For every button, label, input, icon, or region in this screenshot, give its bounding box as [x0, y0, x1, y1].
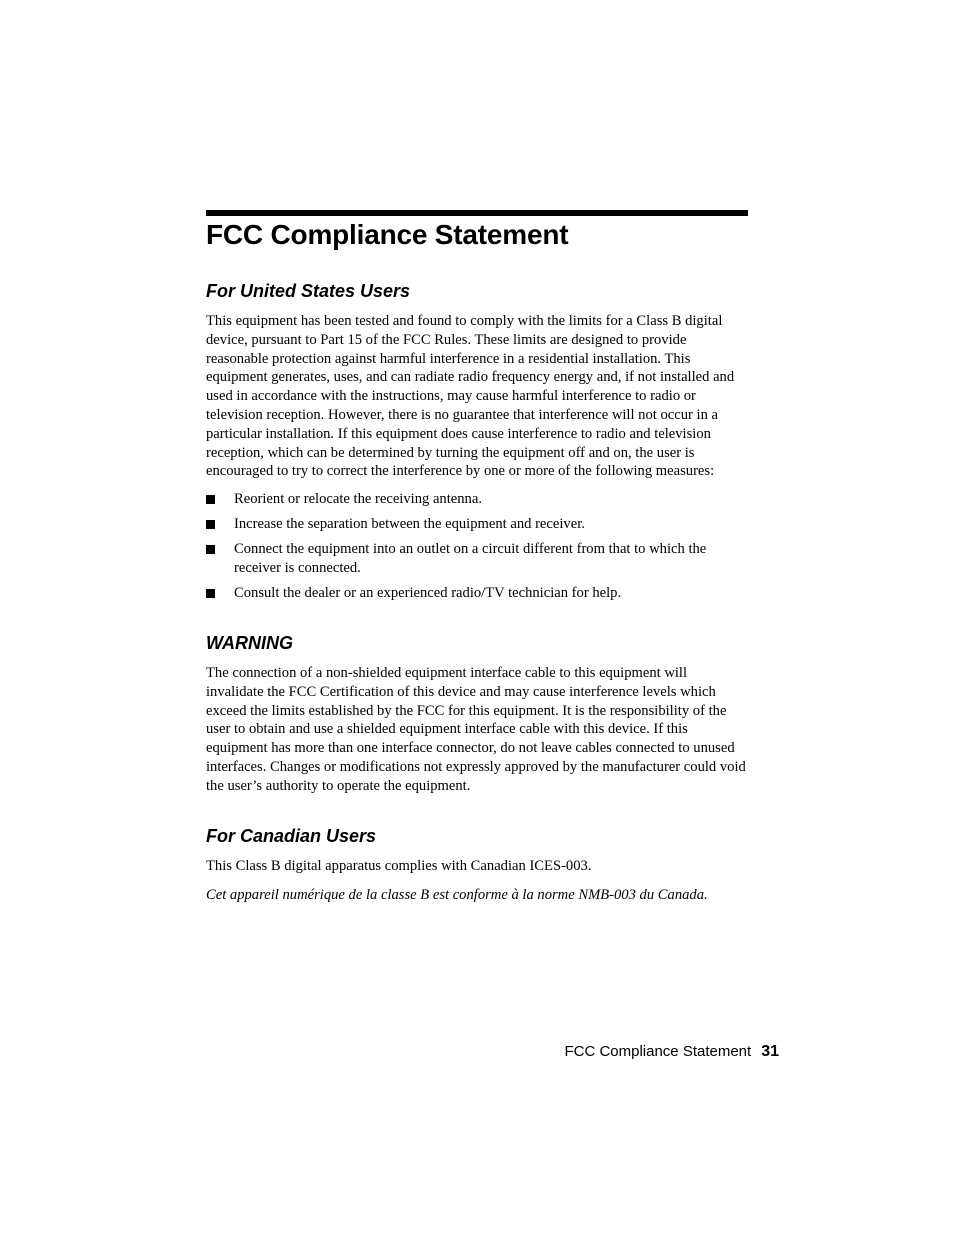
measure-text: Reorient or relocate the receiving antenna.	[234, 491, 482, 508]
canada-french-statement: Cet appareil numérique de la classe B est conforme à la norme NMB-003 du Canada.	[206, 886, 708, 903]
warning-heading: WARNING	[206, 633, 293, 653]
square-bullet-icon	[206, 520, 215, 529]
canada-users-section	[206, 825, 748, 905]
canada-users-heading: For Canadian Users	[206, 826, 377, 846]
square-bullet-icon	[206, 495, 215, 504]
list-item	[206, 540, 748, 578]
measure-text: Connect the equipment into an outlet on a circuit different from that to which the receiver is connected.	[234, 541, 707, 576]
footer-section-title: FCC Compliance Statement	[564, 1043, 752, 1060]
us-users-paragraph: This equipment has been tested and found to comply with the limits for a Class B digital device, pursuant to Part 15 of the FCC Rules. These limits are designed to provide reasonable protection against harmful interference in a residential installation. This equipment generates, uses, and can radiate radio frequency energy and, if not installed and used in accordance with the instructions, may cause harmful interference to radio or television reception. However, there is no guarantee that interference will not occur in a particular installation. If this equipment does cause interference to radio and television reception, which can be determined by turning the equipment off and on, the user is encouraged to try to correct the interference by one or more of the following measures:	[206, 313, 735, 480]
us-users-section	[206, 280, 748, 609]
list-item	[206, 490, 748, 509]
canada-english-statement: This Class B digital apparatus complies with Canadian ICES-003.	[206, 858, 592, 874]
measures-list	[206, 490, 748, 603]
page-footer	[564, 1042, 779, 1062]
list-item	[206, 515, 748, 534]
warning-paragraph: The connection of a non-shielded equipment interface cable to this equipment will invalidate the FCC Certification of this device and may cause interference levels which exceed the limits established by the FCC for this equipment. It is the responsibility of the user to obtain and use a shielded equipment interface cable with this device. If this equipment has more than one interface connector, do not leave cables connected to unused interfaces. Changes or modifications not expressly approved by the manufacturer could void the user’s authority to operate the equipment.	[206, 665, 746, 794]
page-number: 31	[761, 1043, 779, 1060]
us-users-heading: For United States Users	[206, 281, 411, 301]
list-item	[206, 584, 748, 603]
measure-text: Consult the dealer or an experienced radio/TV technician for help.	[234, 584, 622, 601]
square-bullet-icon	[206, 545, 215, 554]
page-title: FCC Compliance Statement	[206, 219, 569, 250]
measure-text: Increase the separation between the equipment and receiver.	[234, 516, 585, 533]
square-bullet-icon	[206, 589, 215, 598]
warning-section	[206, 632, 748, 796]
